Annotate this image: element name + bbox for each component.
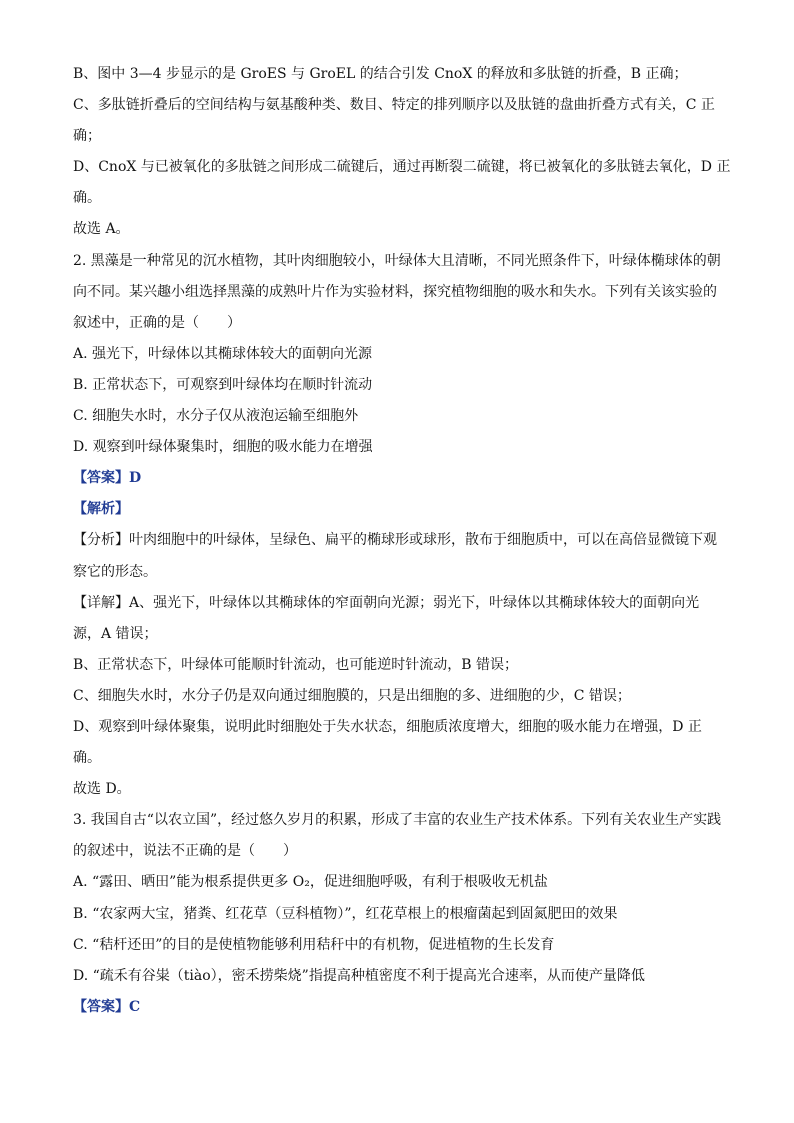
text-line: C、细胞失水时，水分子仍是双向通过细胞膜的，只是出细胞的多、进细胞的少，C 错误； — [73, 687, 631, 704]
option-c: C. “秸杆还田”的目的是使植物能够利用秸秆中的有机物，促进植物的生长发育 — [73, 936, 555, 953]
text-line: 确； — [73, 128, 101, 145]
text-line: B、正常状态下，叶绿体可能顺时针流动，也可能逆时针流动，B 错误； — [73, 656, 519, 673]
text-line: 确。 — [73, 190, 101, 207]
text-line: D、观察到叶绿体聚集，说明此时细胞处于失水状态，细胞质浓度增大，细胞的吸水能力在增强，D 正 — [73, 718, 702, 735]
text-line: C、多肽链折叠后的空间结构与氨基酸种类、数目、特定的排列顺序以及肽链的盘曲折叠方式有关，C 正 — [73, 97, 715, 114]
answer-heading: 【答案】C — [73, 998, 141, 1015]
text-line: 【详解】A、强光下，叶绿体以其椭球体的窄面朝向光源；弱光下，叶绿体以其椭球体较大的面朝向光 — [73, 594, 700, 611]
option-a: A. 强光下，叶绿体以其椭球体较大的面朝向光源 — [73, 345, 373, 362]
text-line: 源，A 错误； — [73, 625, 158, 642]
question-stem: 向不同。某兴趣小组选择黑藻的成熟叶片作为实验材料，探究植物细胞的吸水和失水。下列有关该实验的 — [73, 283, 717, 300]
option-c: C. 细胞失水时，水分子仅从液泡运输至细胞外 — [73, 408, 359, 425]
text-line: 确。 — [73, 750, 101, 767]
option-d: D. “疏禾有谷粜（tiào），密禾捞柴烧”指提高种植密度不利于提高光合速率，从而使产量降低 — [73, 967, 645, 984]
question-stem: 的叙述中，说法不正确的是（ ） — [73, 843, 297, 860]
analysis-heading: 【解析】 — [73, 501, 129, 518]
option-a: A. “露田、晒田”能为根系提供更多 O₂，促进细胞呼吸，有利于根吸收无机盐 — [73, 874, 548, 891]
text-line: 察它的形态。 — [73, 563, 157, 580]
text-line: D、CnoX 与已被氧化的多肽链之间形成二硫键后，通过再断裂二硫键，将已被氧化的多肽链去氧化，D 正 — [73, 159, 731, 176]
text-line: 故选 A。 — [73, 221, 130, 238]
answer-heading: 【答案】D — [73, 470, 142, 487]
option-b: B. 正常状态下，可观察到叶绿体均在顺时针流动 — [73, 376, 373, 393]
question-stem: 3. 我国自古“以农立国”，经过悠久岁月的积累，形成了丰富的农业生产技术体系。下列有关农业生产实践 — [73, 812, 722, 829]
question-stem: 叙述中，正确的是（ ） — [73, 314, 241, 331]
question-stem: 2. 黑藻是一种常见的沉水植物，其叶肉细胞较小，叶绿体大且清晰，不同光照条件下，叶绿体椭球体的朝 — [73, 252, 721, 269]
text-line: 故选 D。 — [73, 781, 131, 798]
text-line: 【分析】叶肉细胞中的叶绿体，呈绿色、扁平的椭球形或球形，散布于细胞质中，可以在高倍显微镜下观 — [73, 532, 717, 549]
document-body — [73, 64, 731, 1028]
option-b: B. “农家两大宝，猪粪、红花草（豆科植物）”，红花草根上的根瘤菌起到固氮肥田的效果 — [73, 905, 618, 922]
text-line: B、图中 3—4 步显示的是 GroES 与 GroEL 的结合引发 CnoX 的释放和多肽链的折叠，B 正确； — [73, 66, 688, 82]
option-d: D. 观察到叶绿体聚集时，细胞的吸水能力在增强 — [73, 439, 373, 456]
